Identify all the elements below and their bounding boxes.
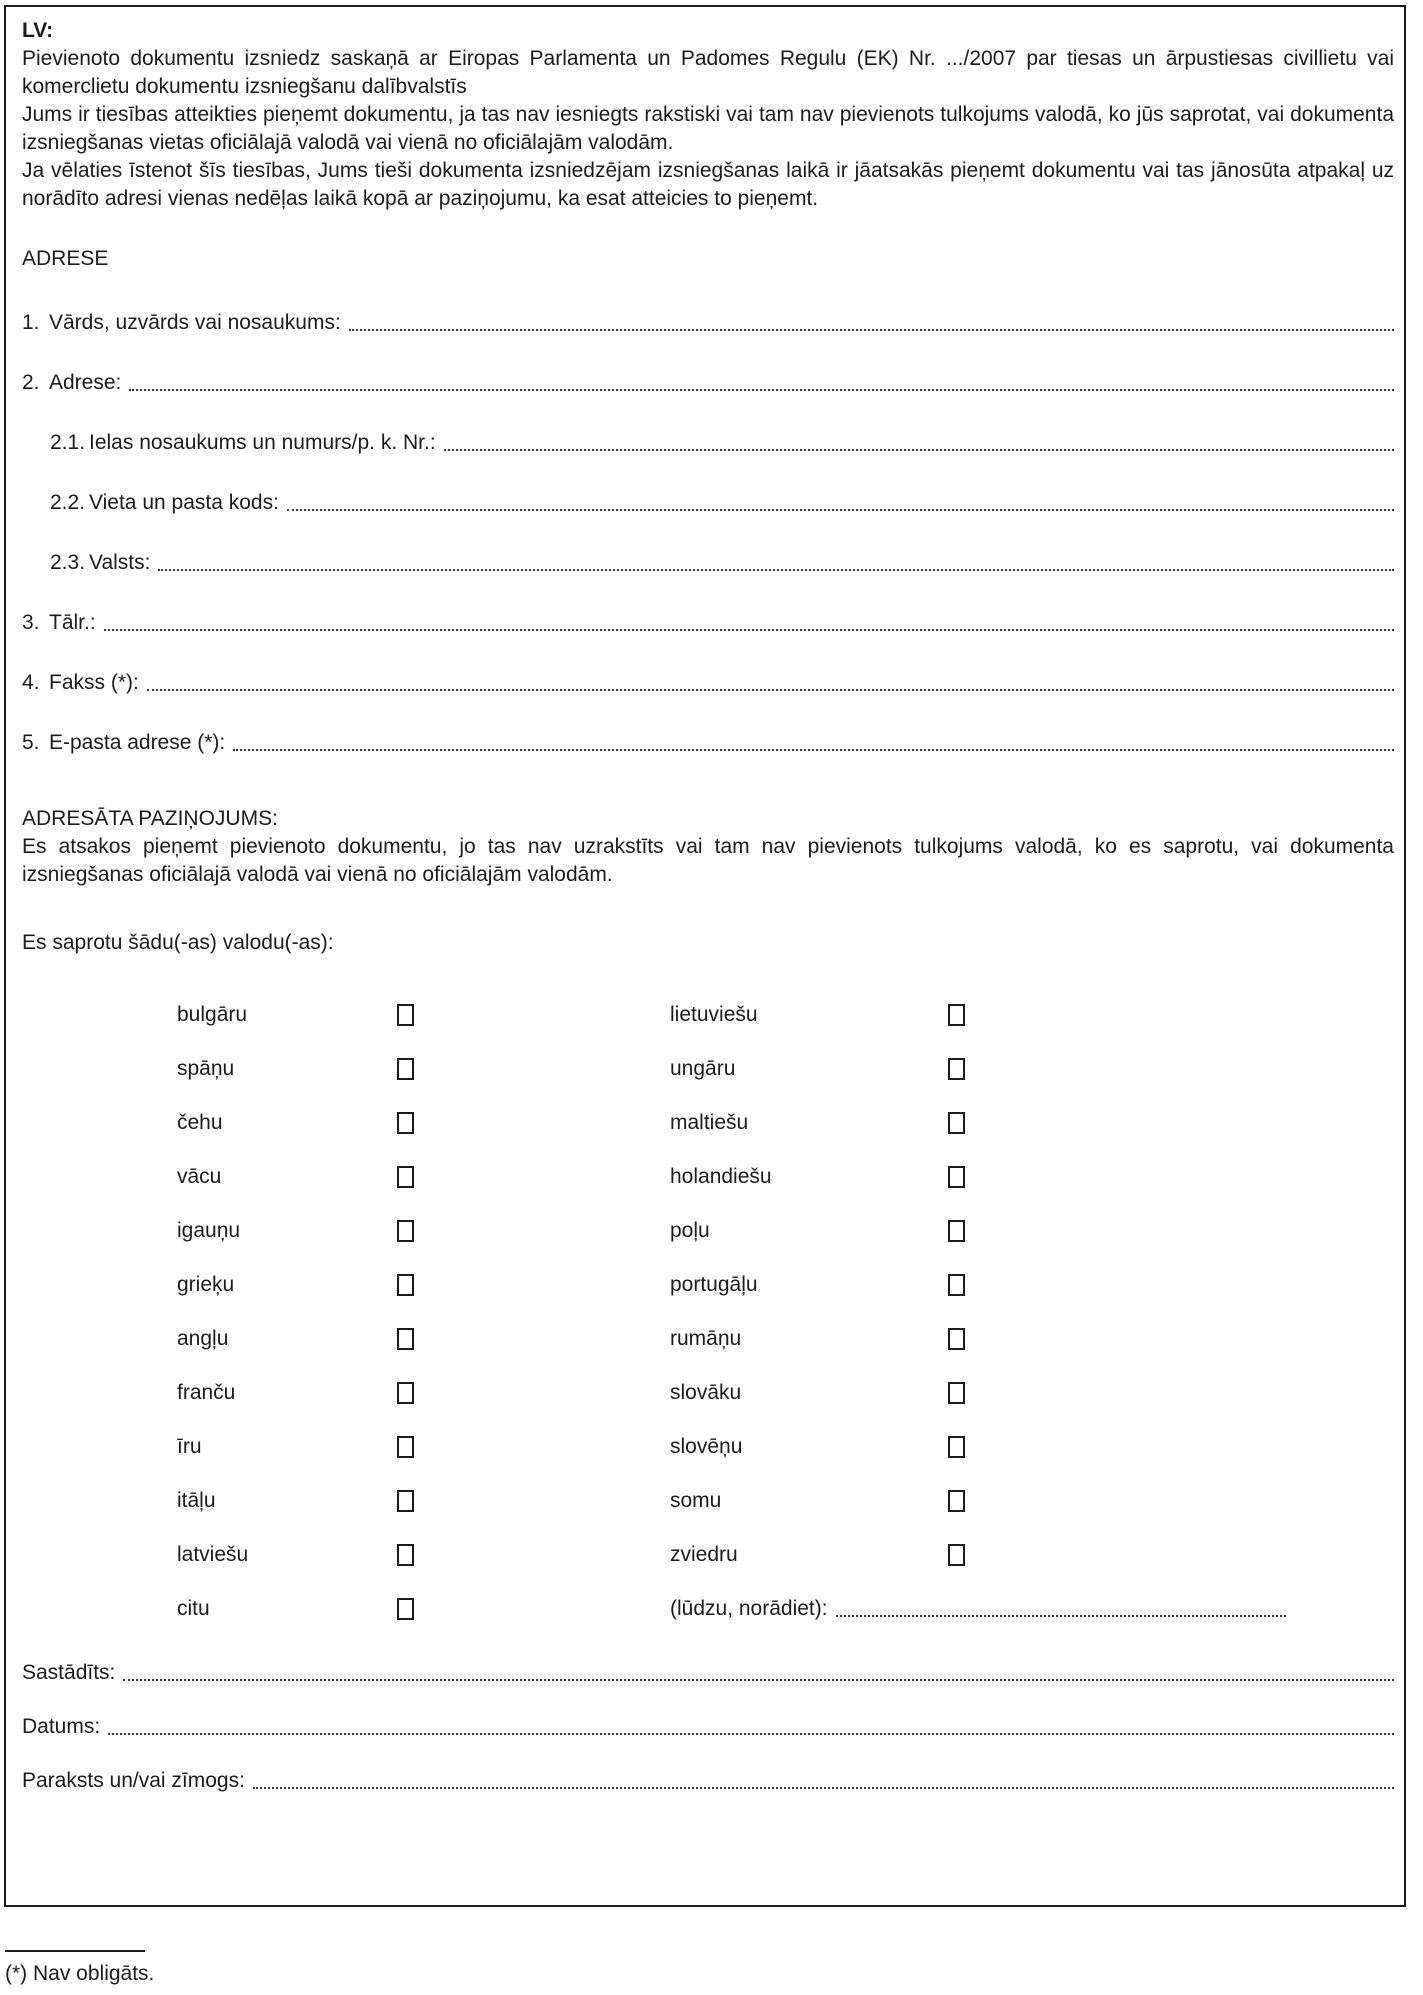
field-row-email xyxy=(22,729,1394,757)
checkbox-zviedru[interactable] xyxy=(948,1544,965,1566)
checkbox-iru[interactable] xyxy=(397,1436,414,1458)
checkbox-bulgaru[interactable] xyxy=(397,1004,414,1026)
language-label: slovāku xyxy=(670,1381,742,1404)
language-label: grieķu xyxy=(177,1273,235,1296)
field-label: Ielas nosaukums un numurs/p. k. Nr.: xyxy=(89,431,436,454)
language-label: vācu xyxy=(177,1165,222,1188)
language-label: igauņu xyxy=(177,1219,241,1242)
language-label: somu xyxy=(670,1489,722,1512)
intro-paragraph-instructions: Ja vēlaties īstenot šīs tiesības, Jums tieši dokumenta izsniedzējam izsniegšanas laikā ir jāatsakās pieņemt dokumentu vai tas jānosūta atpakaļ uz norādīto adresi vienas nedēļas laikā kopā ar paziņojumu, ka esat atteicies to pieņemt. xyxy=(22,159,1394,210)
address-section-heading: ADRESE xyxy=(22,247,109,270)
fill-in-line xyxy=(444,449,1394,451)
language-label: rumāņu xyxy=(670,1327,742,1350)
languages-intro-line: Es saprotu šādu(-as) valodu(-as): xyxy=(22,931,334,954)
field-row-city-postcode xyxy=(50,489,1394,517)
language-label: īru xyxy=(177,1435,202,1458)
field-row-fax xyxy=(22,669,1394,697)
checkbox-portugalu[interactable] xyxy=(948,1274,965,1296)
field-label: Adrese: xyxy=(49,371,122,394)
field-label: Vārds, uzvārds vai nosaukums: xyxy=(49,311,341,334)
language-label: ungāru xyxy=(670,1057,736,1080)
field-number: 5. xyxy=(22,731,40,754)
language-label: čehu xyxy=(177,1111,223,1134)
checkbox-somu[interactable] xyxy=(948,1490,965,1512)
form-border-box xyxy=(4,5,1406,1907)
language-label: latviešu xyxy=(177,1543,249,1566)
field-label: Vieta un pasta kods: xyxy=(89,491,279,514)
checkbox-grieku[interactable] xyxy=(397,1274,414,1296)
checkbox-igaunu[interactable] xyxy=(397,1220,414,1242)
checkbox-slovaku[interactable] xyxy=(948,1382,965,1404)
field-number: 2.3. xyxy=(50,551,86,574)
checkbox-anglu[interactable] xyxy=(397,1328,414,1350)
field-row-street xyxy=(50,429,1394,457)
language-label: spāņu xyxy=(177,1057,235,1080)
field-row-phone xyxy=(22,609,1394,637)
checkbox-francu[interactable] xyxy=(397,1382,414,1404)
fill-in-line xyxy=(123,1679,1394,1681)
checkbox-rumanu[interactable] xyxy=(948,1328,965,1350)
field-label: E-pasta adrese (*): xyxy=(49,731,226,754)
fill-in-line xyxy=(147,689,1394,691)
language-label: holandiešu xyxy=(670,1165,772,1188)
field-row-name xyxy=(22,309,1394,337)
fill-in-line xyxy=(129,389,1394,391)
intro-paragraph-regulation: Pievienoto dokumentu izsniedz saskaņā ar Eiropas Parlamenta un Padomes Regulu (EK) Nr. .../2007 par tiesas un ārpustiesas civillietu vai komerclietu dokumentu izsniegšanu dalībvalstīs xyxy=(22,47,1394,98)
fill-in-line xyxy=(836,1615,1286,1617)
field-row-signature-stamp xyxy=(22,1767,1394,1795)
language-label: poļu xyxy=(670,1219,710,1242)
checkbox-spanu[interactable] xyxy=(397,1058,414,1080)
field-label: Paraksts un/vai zīmogs: xyxy=(22,1769,245,1792)
language-label: angļu xyxy=(177,1327,229,1350)
other-language-label: (lūdzu, norādiet): xyxy=(670,1597,828,1620)
checkbox-lietuviesu[interactable] xyxy=(948,1004,965,1026)
language-label: maltiešu xyxy=(670,1111,749,1134)
checkbox-italu[interactable] xyxy=(397,1490,414,1512)
language-code-heading: LV: xyxy=(22,19,54,42)
checkbox-polu[interactable] xyxy=(948,1220,965,1242)
field-row-date xyxy=(22,1713,1394,1741)
fill-in-line xyxy=(108,1733,1394,1735)
fill-in-line xyxy=(287,509,1394,511)
language-label: itāļu xyxy=(177,1489,216,1512)
field-label: Fakss (*): xyxy=(49,671,139,694)
checkbox-citu[interactable] xyxy=(397,1598,414,1620)
field-row-address xyxy=(22,369,1394,397)
address-fields xyxy=(22,309,1394,757)
refusal-statement-paragraph: Es atsakos pieņemt pievienoto dokumentu, jo tas nav uzrakstīts vai tam nav pievienots tulkojums valodā, ko es saprotu, vai dokumenta izsniegšanas oficiālajā valodā vai vienā no oficiālajām valodām. xyxy=(22,835,1394,886)
checkbox-ungaru[interactable] xyxy=(948,1058,965,1080)
language-label: citu xyxy=(177,1597,210,1620)
footnote xyxy=(5,1950,154,1988)
checkbox-cehu[interactable] xyxy=(397,1112,414,1134)
fill-in-line xyxy=(349,329,1394,331)
language-label: lietuviešu xyxy=(670,1003,758,1026)
language-label: slovēņu xyxy=(670,1435,743,1458)
addressee-statement-heading: ADRESĀTA PAZIŅOJUMS: xyxy=(22,807,278,830)
language-label: bulgāru xyxy=(177,1003,248,1026)
fill-in-line xyxy=(158,569,1394,571)
fill-in-line xyxy=(253,1787,1394,1789)
field-label: Tālr.: xyxy=(49,611,96,634)
checkbox-latviesu[interactable] xyxy=(397,1544,414,1566)
language-label: franču xyxy=(177,1381,236,1404)
intro-paragraph-rights: Jums ir tiesības atteikties pieņemt dokumentu, ja tas nav iesniegts rakstiski vai tam nav pievienots tulkojums valodā, ko jūs saprotat, vai dokumenta izsniegšanas vietas oficiālajā valodā vai vienā no oficiālajām valodām. xyxy=(22,103,1394,154)
signature-block xyxy=(22,1659,1394,1795)
language-checkbox-grid xyxy=(177,1001,1394,1623)
field-label: Sastādīts: xyxy=(22,1661,116,1684)
language-label: portugāļu xyxy=(670,1273,758,1296)
footnote-rule xyxy=(5,1950,145,1952)
language-label: zviedru xyxy=(670,1543,738,1566)
fill-in-line xyxy=(233,749,1394,751)
field-label: Datums: xyxy=(22,1715,101,1738)
fill-in-line xyxy=(104,629,1394,631)
field-number: 2. xyxy=(22,371,40,394)
field-number: 1. xyxy=(22,311,40,334)
field-number: 3. xyxy=(22,611,40,634)
checkbox-vacu[interactable] xyxy=(397,1166,414,1188)
field-number: 2.1. xyxy=(50,431,86,454)
checkbox-slovenu[interactable] xyxy=(948,1436,965,1458)
field-row-country xyxy=(50,549,1394,577)
other-language-row xyxy=(670,1595,1394,1623)
field-number: 2.2. xyxy=(50,491,86,514)
field-number: 4. xyxy=(22,671,40,694)
checkbox-maltiesu[interactable] xyxy=(948,1112,965,1134)
checkbox-holandiesu[interactable] xyxy=(948,1166,965,1188)
footnote-text: (*) Nav obligāts. xyxy=(5,1962,155,1985)
field-row-done-at xyxy=(22,1659,1394,1687)
field-label: Valsts: xyxy=(89,551,151,574)
